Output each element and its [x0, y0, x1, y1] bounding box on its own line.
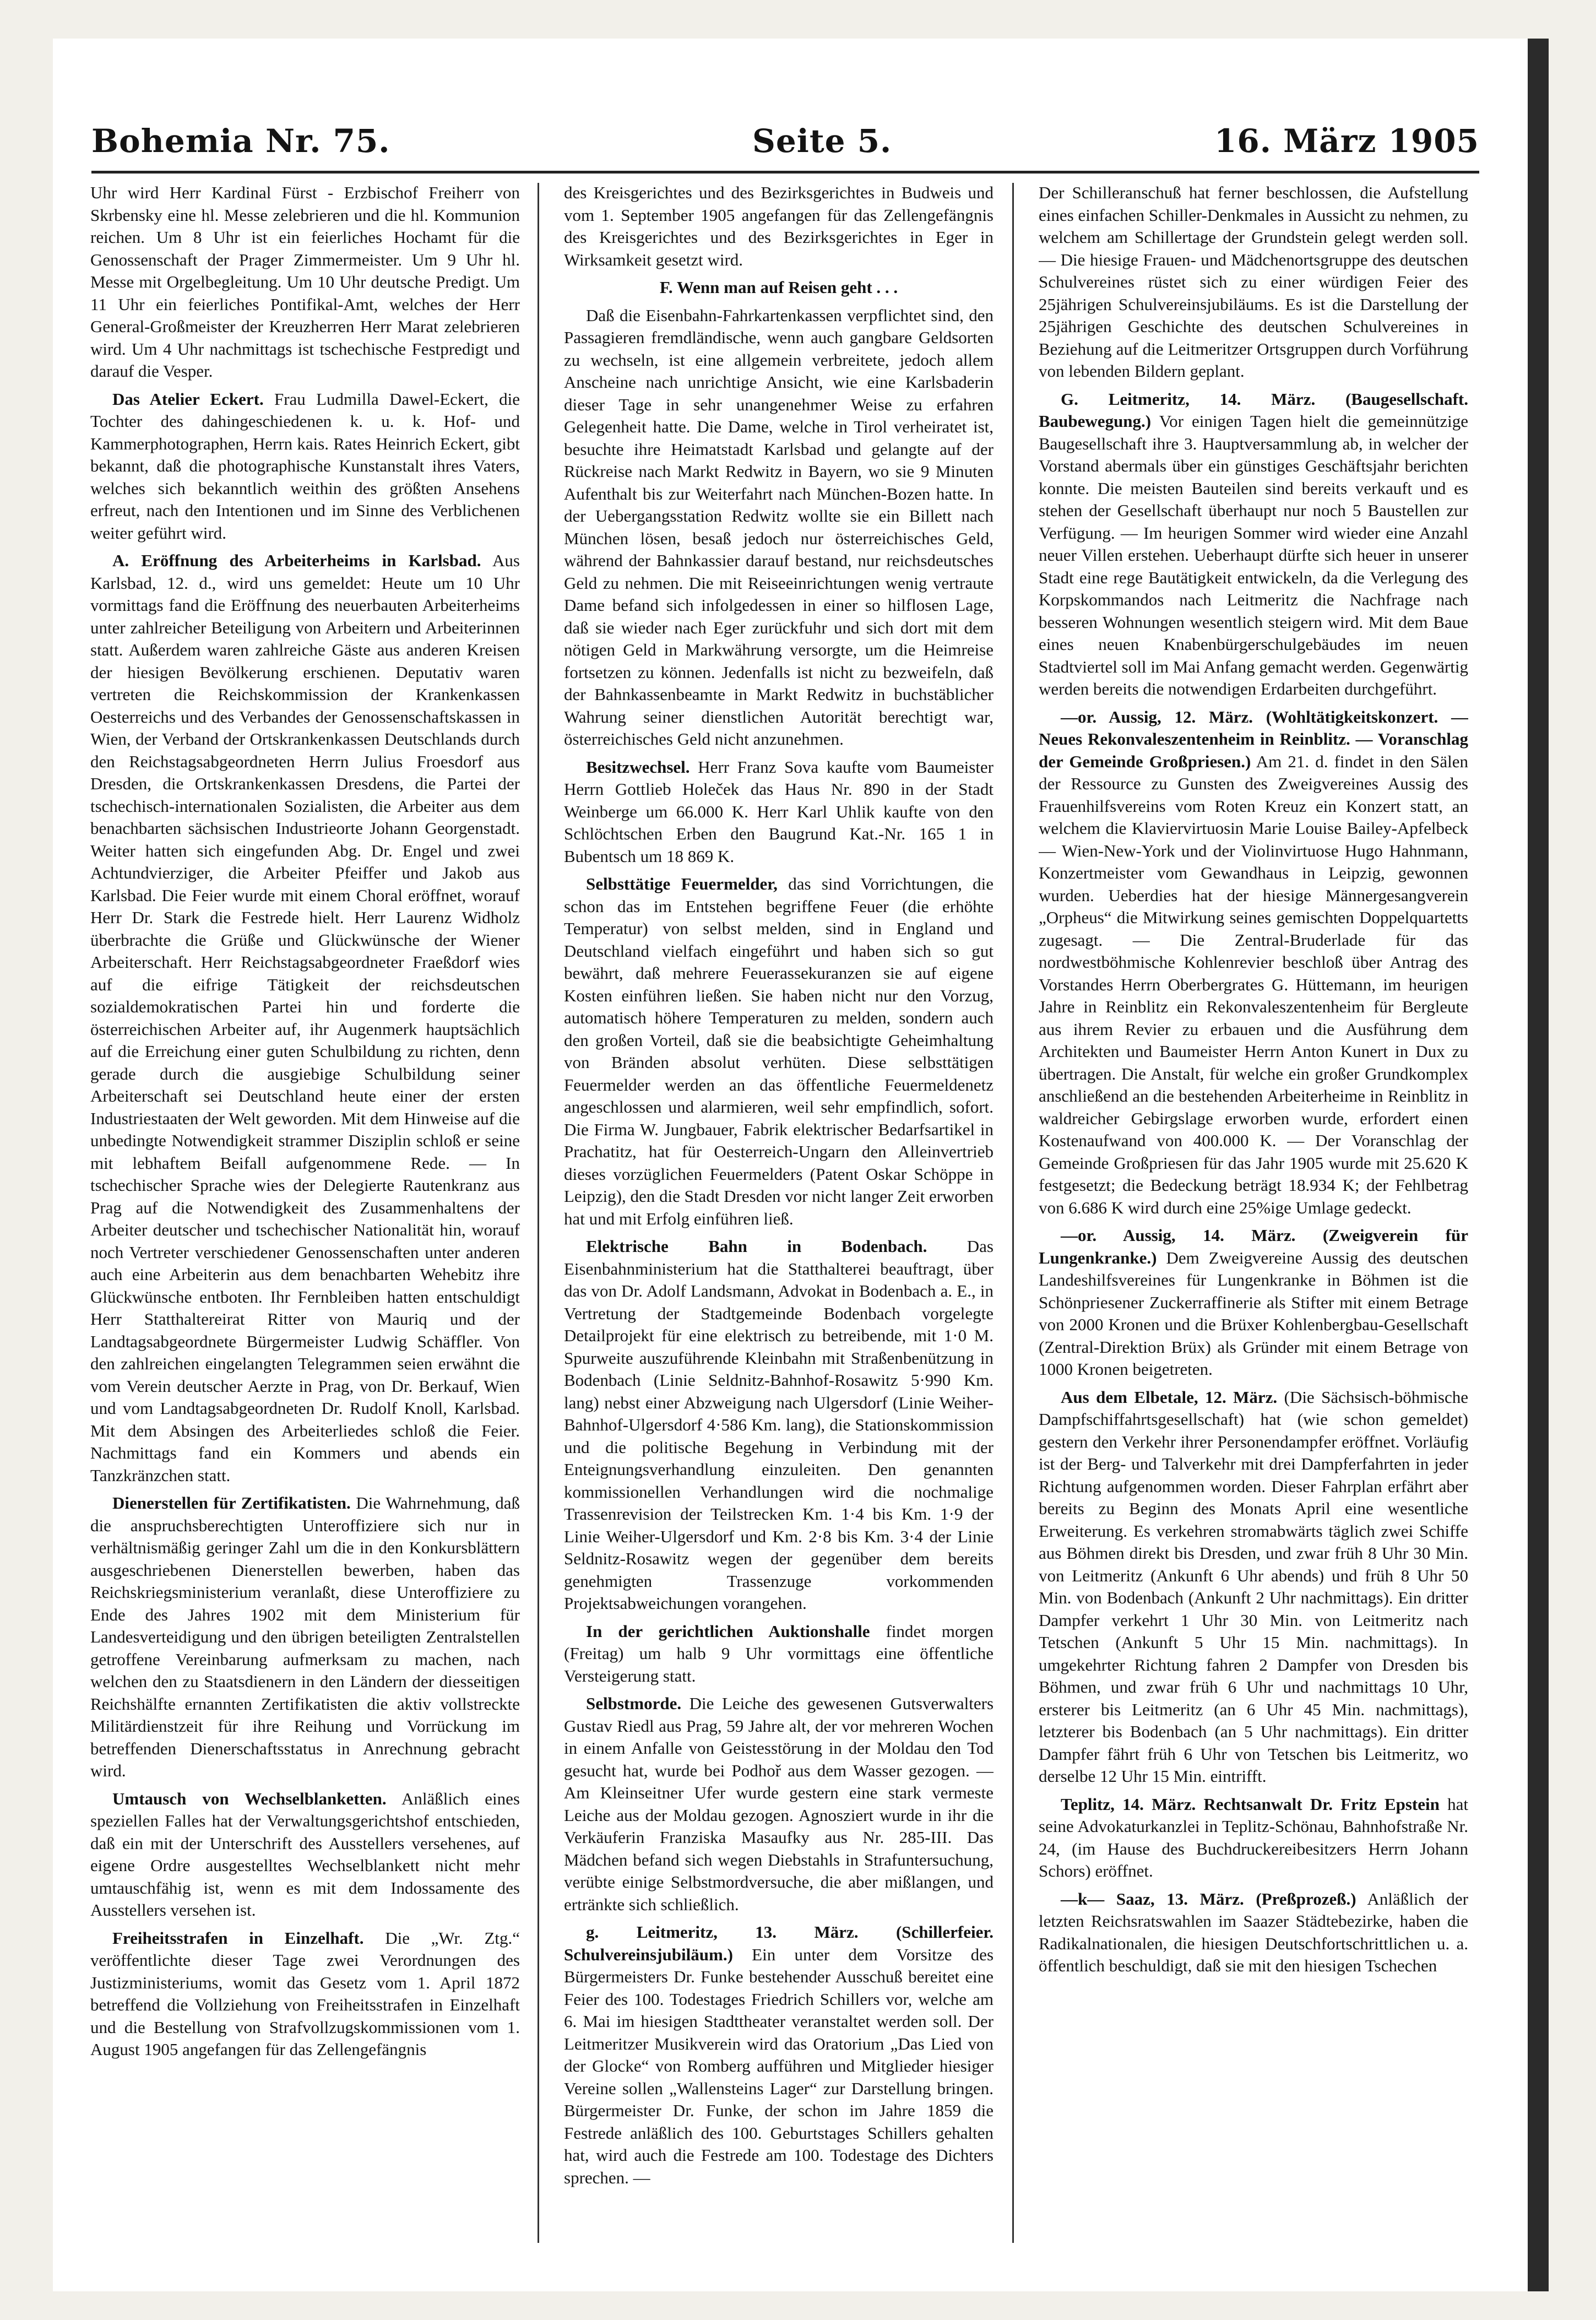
article	[564, 1921, 994, 2189]
article-headline: Selbstmorde.	[586, 1694, 682, 1713]
masthead-issue: Bohemia Nr. 75.	[91, 122, 390, 160]
article	[564, 873, 994, 1230]
article-headline: Aus dem Elbetale, 12. März.	[1061, 1387, 1278, 1407]
column-divider	[1012, 183, 1014, 2243]
article	[90, 1927, 520, 2061]
article-text: Herr Franz Sova kaufte vom Baumeister Herrn Gottlieb Holeček das Haus Nr. 890 in der Stadt Weinberge um 66.000 K. Herr Karl Uhlik kaufte von den Schlöchtschen Erben den Baugrund Kat.-Nr. 165 1 in Bubentsch um 18 869 K.	[564, 757, 994, 866]
article-text: Die „Wr. Ztg.“ veröffentlichte dieser Tage zwei Verordnungen des Justizministeriums, womit das Gesetz vom 1. April 1872 betreffend die Vollziehung von Freiheitsstrafen in Einzelhaft und die Bestellung von Strafvollzugskommissionen vom 1. August 1905 angefangen für das Zellengefängnis	[90, 1928, 520, 2059]
article	[90, 1788, 520, 1922]
article-text: Anläßlich eines speziellen Falles hat der Verwaltungsgerichtshof entschieden, daß ein mit der Unterschrift des Ausstellers versehenes, auf eigene Ordre ausgestelltes Wechselblankett nicht mehr umtauschfähig ist, wenn es mit dem Indossamente des Ausstellers versehen ist.	[90, 1788, 520, 1920]
article-text: Dem Zweigvereine Aussig des deutschen Landeshilfsvereines für Lungenkranke in Böhmen ist die Schönpriesener Zuckerraffinerie als Stifter mit einem Betrage von 2000 Kronen und die Brüxer Kohlenbergbau-Gesellschaft (Zentral-Direktion Brüx) als Gründer mit einem Betrage von 1000 Kronen beigetreten.	[1039, 1248, 1468, 1379]
article-text: findet morgen (Freitag) um halb 9 Uhr vormittags eine öffentliche Versteigerung statt.	[564, 1621, 994, 1685]
article-text: Ein unter dem Vorsitze des Bürgermeisters Dr. Funke bestehender Ausschuß bereitet eine Feier des 100. Todestages Friedrich Schillers vor, welche am 6. Mai im hiesigen Stadttheater veranstaltet werden soll. Der Leitmeritzer Musikverein wird das Oratorium „Das Lied von der Glocke“ von Romberg aufführen und Mitglieder hiesiger Vereine sollen „Wallensteins Lager“ zur Darstellung bringen. Bürgermeister Dr. Funke, der schon im Jahre 1859 die Festrede anläßlich des 100. Geburtstages Schillers gehalten hat, wird auch die Festrede am 100. Todestage des Dichters sprechen. —	[564, 1944, 994, 2187]
article-text: Vor einigen Tagen hielt die gemeinnützige Baugesellschaft ihre 3. Hauptversammlung ab, in welcher der Vorstand abermals über ein günstiges Geschäftsjahr berichten konnte. Die meisten Bauteilen sind bereits verkauft und es stehen der Gesellschaft überhaupt nur noch 5 Baustellen zur Verfügung. — Im heurigen Sommer wird wieder eine Anzahl neuer Villen erstehen. Ueberhaupt dürfte sich heuer in unserer Stadt eine rege Bautätigkeit entwickeln, da die Verlegung des Korpskommandos nach Leitmeritz die Nachfrage nach besseren Wohnungen wesentlich steigern wird. Mit dem Baue eines neuen Knabenbürgerschulgebäudes im neuen Stadtviertel soll im Mai Anfang gemacht werden. Gegenwärtig werden bereits die notwendigen Erdarbeiten durchgeführt.	[1039, 411, 1468, 698]
article	[90, 550, 520, 1487]
article-headline: —k— Saaz, 13. März. (Preßprozeß.)	[1061, 1889, 1356, 1909]
article-text: Der Schilleranschuß hat ferner beschlossen, die Aufstellung eines einfachen Schiller-Denkmales in Aussicht zu nehmen, zu welchem am Schillertage der Grundstein gelegt werden soll. — Die hiesige Frauen- und Mädchenortsgruppe des deutschen Schulvereines rüstet sich zu einer würdigen Feier des 25jährigen Schulvereinsjubiläums. Es ist die Darstellung der 25jährigen Geschichte des deutschen Schulvereines in Beziehung auf die Leitmeritzer Ortsgruppen durch Vorführung von lebenden Bildern geplant.	[1039, 183, 1468, 381]
column-1	[90, 182, 520, 2242]
article-headline: Freiheitsstrafen in Einzelhaft.	[112, 1928, 364, 1948]
column-2	[564, 182, 994, 2242]
article	[1039, 388, 1468, 701]
article-headline: Elektrische Bahn in Bodenbach.	[586, 1237, 927, 1256]
issue-date: 16. März 1905	[1214, 122, 1479, 160]
article-headline: Dienerstellen für Zertifikatisten.	[112, 1493, 351, 1513]
article	[1039, 1386, 1468, 1788]
article-text: Uhr wird Herr Kardinal Fürst - Erzbischof Freiherr von Skrbensky eine hl. Messe zelebrieren und die hl. Kommunion reichen. Um 8 Uhr ist ein feierliches Hochamt für die Genossenschaft der Prager Zimmermeister. Um 9 Uhr hl. Messe mit Orgelbegleitung. Um 10 Uhr deutsche Predigt. Um 11 Uhr ein feierliches Pontifikal-Amt, welches der Herr General-Großmeister der Kreuzherren Herr Marat zelebrieren wird. Um 4 Uhr nachmittags ist tschechische Festpredigt und darauf die Vesper.	[90, 183, 520, 381]
article-text: Daß die Eisenbahn-Fahrkartenkassen verpflichtet sind, den Passagieren fremdländische, wenn auch gangbare Geldsorten zu wechseln, ist eine allgemein verbreitete, jedoch allem Anscheine nach unrichtige Ansicht, wie eine Karlsbaderin dieser Tage in sehr unangenehmer Weise zu erfahren Gelegenheit hatte. Die Dame, welche in Tirol verheiratet ist, besuchte ihre Heimatstadt Karlsbad und gelangte auf der Rückreise nach Markt Redwitz in Bayern, wo sie 9 Minuten Aufenthalt bis zur Weiterfahrt nach München-Bozen hatte. In der Uebergangsstation Redwitz wollte sie ein Billett nach München lösen, besaß jedoch nur österreichisches Geld, während der Bahnkassier darauf bestand, nur reichsdeutsches Geld zu nehmen. Die mit Reiseeinrichtungen wenig vertraute Dame befand sich infolgedessen in einer so hilflosen Lage, daß sie wieder nach Eger zurückfuhr und sich dort mit dem nötigen Geld in Markwährung versorgte, um die Heimreise fortsetzen zu können. Jedenfalls ist nicht zu bezweifeln, daß der Bahnkassenbeamte in Markt Redwitz in buchstäblicher Wahrung seiner dienstlichen Autorität berechtigt war, österreichisches Geld nicht anzunehmen.	[564, 305, 994, 749]
article-text: Die Wahrnehmung, daß die anspruchsberechtigten Unteroffiziere sich nur in verhältnismäßig geringer Zahl um die in den Konkursblättern ausgeschriebenen Dienerstellen bewerben, haben das Reichskriegsministerium veranlaßt, diese Unteroffiziere zu Ende des Jahres 1902 mit dem Ministerium für Landesverteidigung und den übrigen beteiligten Zentralstellen getroffene Vereinbarung aufmerksam zu machen, nach welchen den zu Staatsdienern in den Ländern der diesseitigen Reichshälfte ernannten Zertifikatisten die aktiv vollstreckte Militärdienstzeit für ihre Reihung und Vorrückung im betreffenden Dienerschaftsstatus in Anrechnung gebracht wird.	[90, 1493, 520, 1780]
page-number: Seite 5.	[752, 122, 892, 160]
article-text: (Die Sächsisch-böhmische Dampfschiffahrtsgesellschaft) hat (wie schon gemeldet) gestern den Verkehr ihrer Personendampfer eröffnet. Vorläufig ist der Berg- und Talverkehr mit drei Dampferfahrten in jeder Richtung aufgenommen worden. Dieser Fahrplan erfährt aber bereits zu Beginn des Monats April eine wesentliche Erweiterung. Es verkehren stromabwärts täglich zwei Schiffe aus Böhmen direkt bis Dresden, und zwar früh 8 Uhr 30 Min. von Leitmeritz (Ankunft 6 Uhr abends) und früh 8 Uhr 50 Min. von Bodenbach (Ankunft 2 Uhr nachmittags). Ein dritter Dampfer verkehrt 1 Uhr 30 Min. von Leitmeritz nach Tetschen (Ankunft 5 Uhr 15 Min. nachmittags). In umgekehrter Richtung fahren 2 Dampfer von Dresden bis Böhmen, und zwar früh 6 Uhr und nachmittags 10 Uhr, ersterer bis Leitmeritz (an 6 Uhr 45 Min. nachmittags), letzterer bis Bodenbach (an 5 Uhr nachmittags). Ein dritter Dampfer fährt früh 6 Uhr von Tetschen bis Leitmeritz, wo derselbe 12 Uhr 15 Min. eintrifft.	[1039, 1387, 1468, 1786]
article-headline: Besitzwechsel.	[586, 757, 690, 777]
article-headline: F. Wenn man auf Reisen geht . . .	[659, 278, 898, 297]
header-rule	[91, 171, 1479, 174]
article-text: Frau Ludmilla Dawel-Eckert, die Tochter des dahingeschiedenen k. u. k. Hof- und Kammerphotographen, Herrn kais. Rates Heinrich Eckert, gibt bekannt, daß die photographische Kunstanstalt ihres Vaters, welches sich bekanntlich weithin des größten Ansehens erfreut, nach den Intentionen und im Sinne des Verblichenen weiter geführt wird.	[90, 389, 520, 543]
article-text: Anläßlich der letzten Reichsratswahlen im Saazer Städtebezirke, haben die Radikalnationalen, die hiesigen Deutschfortschrittlichen u. a. öffentlich beschuldigt, daß sie mit den hiesigen Tschechen	[1039, 1889, 1468, 1975]
article-headline: A. Eröffnung des Arbeiterheims in Karlsbad.	[112, 551, 481, 570]
column-divider	[538, 183, 539, 2243]
column-3	[1039, 182, 1468, 2242]
article-text: Das Eisenbahnministerium hat die Statthalterei beauftragt, über das von Dr. Adolf Landsmann, Advokat in Bodenbach a. E., in Vertretung der Stadtgemeinde Bodenbach vorgelegte Detailprojekt für eine elektrisch zu betreibende, mit 1·0 M. Spurweite auszuführende Kleinbahn mit Straßenbenützung in Bodenbach (Linie Seldnitz-Bahnhof-Rosawitz 5·990 Km. lang) nebst einer Abzweigung nach Ulgersdorf (Linie Weiher-Bahnhof-Ulgersdorf 4·586 Km. lang), die Stationskommission und die politische Begehung in Verbindung mit der Enteignungsverhandlung einzuleiten. Den genannten kommissionellen Verhandlungen wird die nochmalige Trassenrevision der Teilstrecken Km. 1·4 bis Km. 1·9 der Linie Weiher-Ulgersdorf und Km. 2·8 bis Km. 3·4 der Linie Seldnitz-Rosawitz wegen der gegenüber dem bereits genehmigten Trassenzuge vorkommenden Projektsabweichungen vorangehen.	[564, 1237, 994, 1613]
article-text: Aus Karlsbad, 12. d., wird uns gemeldet: Heute um 10 Uhr vormittags fand die Eröffnung des neuerbauten Arbeiterheims unter zahlreicher Beteiligung von Arbeitern und Arbeiterinnen statt. Außerdem waren zahlreiche Gäste aus anderen Kreisen der hiesigen Bevölkerung erschienen. Deputativ waren vertreten die Reichskommission der Krankenkassen Oesterreichs und des Verbandes der Genossenschaftskassen in Wien, der Verband der Ortskrankenkassen Deutschlands durch den Reichstagsabgeordneten Herrn Julius Froesdorf aus Dresden, die Ortskrankenkassen Dresdens, die Partei der tschechisch-internationalen Sozialisten, die Arbeiter aus dem benachbarten sächsischen Industrieorte Johann Georgenstadt. Weiter hatten sich eingefunden Abg. Dr. Engel und zwei Achtundvierziger, die Arbeiter Pfeiffer und Jakob aus Karlsbad. Die Feier wurde mit einem Choral eröffnet, worauf Herr Dr. Stark die Festrede hielt. Herr Laurenz Widholz überbrachte die Grüße und Glückwünsche der Wiener Arbeiterschaft. Herr Reichstagsabgeordneter Fraeßdorf wies auf die eifrige Tätigkeit der reichsdeutschen sozialdemokratischen Partei hin und forderte die österreichischen Arbeiter auf, ihr Augenmerk hauptsächlich auf die Erreichung einer guten Schulbildung zu richten, denn gerade durch die ausgiebige Schulbildung seiner Arbeiterschaft sei Deutschland heute einer der ersten Industriestaaten der Welt geworden. Mit dem Hinweise auf die unbedingte Notwendigkeit strammer Disziplin schloß er seine mit lebhaftem Beifall aufgenommene Rede. — In tschechischer Sprache wies der Delegierte Rautenkranz aus Prag auf die Notwendigkeit des Zusammenhaltens der Arbeiter deutscher und tschechischer Nationalität hin, worauf noch Vertreter verschiedener Genossenschaften unter anderen auch eine Arbeiterin aus dem benachbarten Wehebitz ihre Glückwünsche entboten. Ihr Fernbleiben hatten entschuldigt Herr Statthaltereirat Ritter von Mauriq und der Landtagsabgeordnete Bürgermeister Ludwig Schäffler. Von den zahlreichen eingelangten Telegrammen seien erwähnt die vom Verein deutscher Aerzte in Prag, von Dr. Berkauf, Wien und vom Landtagsabgeordneten Dr. Rudolf Knoll, Karlsbad. Mit dem Absingen des Arbeiterliedes schloß die Feier. Nachmittags fand ein Kommers und abends ein Tanzkränzchen statt.	[90, 551, 520, 1485]
article-text: Die Leiche des gewesenen Gutsverwalters Gustav Riedl aus Prag, 59 Jahre alt, der vor mehreren Wochen in einem Anfalle von Geistesstörung in der Moldau den Tod gesucht hat, wurde bei Podhoř aus dem Wasser gezogen. — Am Kleinseitner Ufer wurde gestern eine stark vermeste Leiche aus der Moldau gezogen. Agnosziert wurde in ihr die Verkäuferin Franziska Masaufky aus Nr. 285-III. Das Mädchen befand sich wegen Diebstahls in Strafuntersuchung, verübte einige Selbstmordversuche, die aber mißlangen, und ertränkte sich schließlich.	[564, 1694, 994, 1914]
article-text: des Kreisgerichtes und des Bezirksgerichtes in Budweis und vom 1. September 1905 angefangen für das Zellengefängnis des Kreisgerichtes und des Bezirksgerichtes in Eger in Wirksamkeit gesetzt wird.	[564, 183, 994, 269]
article-headline: Selbsttätige Feuermelder,	[586, 874, 778, 893]
article	[1039, 1224, 1468, 1381]
article-headline: —or. Aussig, 14. März. (Zweigverein für Lungenkranke.)	[1039, 1226, 1468, 1267]
article-headline: G. Leitmeritz, 14. März. (Baugesellschaft. Baubewegung.)	[1039, 389, 1468, 431]
article	[90, 388, 520, 545]
article	[564, 756, 994, 868]
article-headline: In der gerichtlichen Auktionshalle	[586, 1621, 870, 1641]
article-headline: Das Atelier Eckert.	[112, 389, 264, 409]
article-headline: Teplitz, 14. März. Rechtsanwalt Dr. Fritz Epstein	[1061, 1794, 1440, 1814]
article-text: das sind Vorrichtungen, die schon das im Entstehen begriffene Feuer (die erhöhte Temperatur) von selbst melden, sind in England und Deutschland vielfach eingeführt und haben sich so gut bewährt, daß mehrere Feuerassekuranzen sie auf eigene Kosten einführen ließen. Sie haben nicht nur den Vorzug, automatisch höhere Temperaturen zu melden, sondern auch den großen Vorteil, daß sie die beabsichtigte Geheimhaltung von Bränden absolut verhüten. Diese selbsttätigen Feuermelder werden an das öffentliche Feuermeldenetz angeschlossen und alarmieren, weil sehr empfindlich, sofort. Die Firma W. Jungbauer, Fabrik elektrischer Bedarfsartikel in Prachatitz, hat für Oesterreich-Ungarn den Alleinvertrieb dieses vorzüglichen Feuermelders (Patent Oskar Schöppe in Leipzig), den die Stadt Dresden vor nicht langer Zeit erworben hat und mit Erfolg einführen ließ.	[564, 874, 994, 1228]
article-text: Am 21. d. findet in den Sälen der Ressource zu Gunsten des Zweigvereines Aussig des Frauenhilfsvereins vom Roten Kreuz ein Konzert statt, an welchem die Klaviervirtuosin Marie Louise Bailey-Apfelbeck — Wien-New-York und der Violinvirtuose Hugo Hahnmann, Konzertmeister vom Gewandhaus in Leipzig, gewonnen wurden. Ueberdies hat der hiesige Männergesangverein „Orpheus“ die Mitwirkung seines gemischten Doppelquartetts zugesagt. — Die Zentral-Bruderlade für das nordwestböhmische Kohlenrevier beschloß über Antrag des Vorstandes Herrn Oberbergrates G. Hüttemann, im heurigen Jahre in Reinblitz ein Rekonvaleszentenheim für Bergleute aus ihrem Revier zu erbauen und die Ausführung dem Architekten und Baumeister Herrn Anton Kunert in Dux zu übertragen. Die Anstalt, für welche ein großer Grundkomplex anschließend an die bestehenden Arbeiterheime in Reinblitz in waldreicher Gebirgslage erworben wurde, erfordert einen Kostenaufwand von 400.000 K. — Der Voranschlag der Gemeinde Großpriesen für das Jahr 1905 wurde mit 25.620 K festgesetzt; die Bedeckung beträgt 18.934 K; der Fehlbetrag von 6.686 K wird durch eine 25%ige Umlage gedeckt.	[1039, 751, 1468, 1217]
article-headline: Umtausch von Wechselblanketten.	[112, 1788, 387, 1808]
article-headline: g. Leitmeritz, 13. März. (Schillerfeier. Schulvereinsjubiläum.)	[564, 1922, 994, 1964]
article	[564, 1235, 994, 1615]
article-headline: —or. Aussig, 12. März. (Wohltätigkeitskonzert. — Neues Rekonvaleszentenheim in Reinblitz. — Voranschlag der Gemeinde Großpriesen.)	[1039, 707, 1468, 771]
article	[564, 1620, 994, 1688]
article	[1039, 1793, 1468, 1883]
article	[564, 1693, 994, 1916]
article	[90, 1492, 520, 1782]
article-text: hat seine Advokaturkanzlei in Teplitz-Schönau, Bahnhofstraße Nr. 24, (im Hause des Buchdruckereibesitzers Herrn Johann Schors) eröffnet.	[1039, 1794, 1468, 1880]
article	[1039, 1888, 1468, 1977]
article	[1039, 706, 1468, 1219]
